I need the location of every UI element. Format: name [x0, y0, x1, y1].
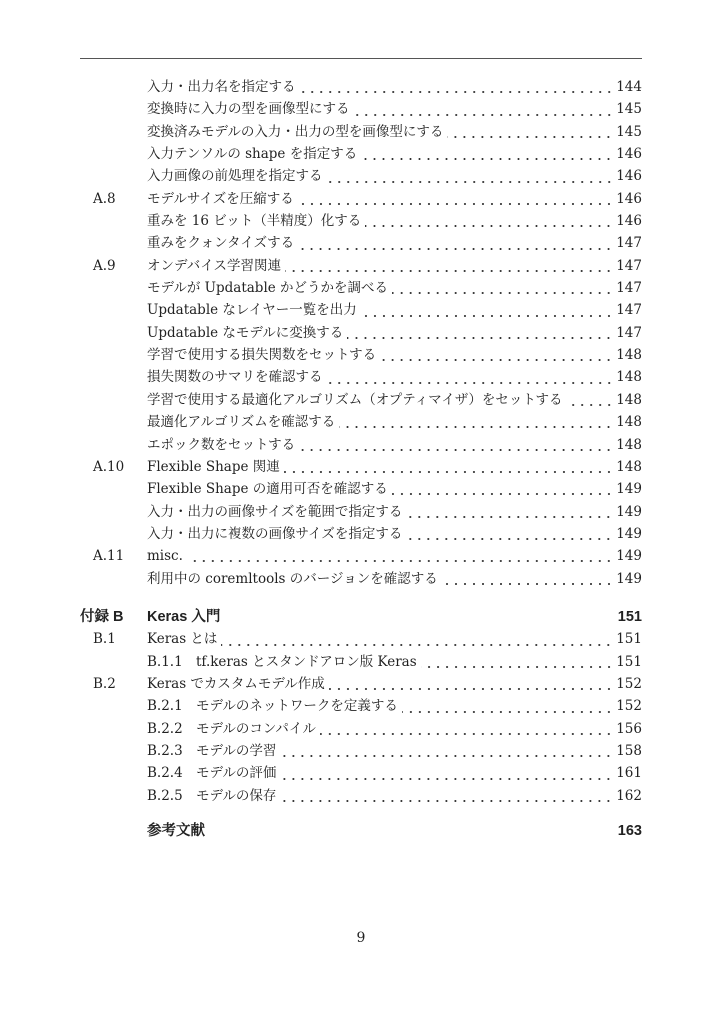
toc-entry-page: 152 [613, 695, 642, 717]
toc-entry[interactable] [80, 478, 642, 500]
toc-entry-title: モデルの学習 [196, 740, 280, 762]
toc-entry-page: 151 [613, 651, 642, 673]
toc-entry[interactable] [80, 545, 642, 567]
toc-entry-title: Keras でカスタムモデル作成 [147, 673, 329, 695]
toc-entry-page: 149 [613, 568, 642, 590]
toc-entry-title: 入力・出力の画像サイズを範囲で指定する [147, 501, 406, 523]
toc-entry-number: A.10 [93, 458, 125, 475]
toc-entry[interactable] [80, 628, 642, 650]
spacer [80, 807, 642, 820]
toc-entry-number: B.2.3 [147, 743, 183, 760]
toc-entry-page: 147 [613, 255, 642, 277]
dot-leader [354, 99, 614, 121]
toc-entry-page: 145 [613, 98, 642, 120]
toc-entry-page: 147 [613, 232, 642, 254]
toc-entry-number: B.2.2 [147, 720, 183, 737]
toc-entry[interactable] [80, 389, 642, 411]
toc-entry-page: 163 [615, 820, 642, 842]
toc-entry-page: 144 [613, 76, 642, 98]
toc-entry-page: 151 [613, 628, 642, 650]
toc-entry[interactable] [80, 255, 642, 277]
dot-leader [380, 344, 613, 366]
page-number: 9 [356, 930, 366, 946]
toc-entry[interactable] [80, 762, 642, 784]
toc-entry-page: 158 [613, 740, 642, 762]
toc-entry[interactable] [80, 740, 642, 762]
dot-leader [187, 545, 613, 567]
dot-leader [402, 696, 613, 718]
toc-entry-page: 161 [613, 762, 642, 784]
toc-entry-page: 148 [613, 411, 642, 433]
toc-entry-title: 入力テンソルの shape を指定する [147, 143, 361, 165]
toc-entry-title: misc. [147, 545, 187, 567]
dot-leader [442, 568, 614, 590]
dot-leader [361, 143, 613, 165]
toc-entry-title: 参考文献 [147, 820, 209, 842]
toc-block-appendix-b [80, 606, 642, 842]
toc-entry-title: モデルの保存 [196, 785, 280, 807]
toc-entry-page: 148 [613, 366, 642, 388]
header-rule [80, 58, 642, 59]
toc-entry-number: B.2.1 [147, 698, 183, 715]
toc-entry-title: 重みをクォンタイズする [147, 232, 298, 254]
toc-entry-number: 付録 B [80, 609, 124, 625]
toc-entry-title: 重みを 16 ビット（半精度）化する [147, 210, 365, 232]
toc-entry[interactable] [80, 718, 642, 740]
toc-entry-page: 149 [613, 478, 642, 500]
toc-entry[interactable] [80, 76, 642, 98]
toc-entry-page: 147 [613, 299, 642, 321]
toc-entry[interactable] [80, 695, 642, 717]
toc-entry-title: モデルサイズを圧縮する [147, 188, 298, 210]
toc-entry-title: Keras とは [147, 628, 221, 650]
toc-entry-number: A.11 [93, 548, 125, 565]
toc-entry[interactable] [80, 366, 642, 388]
toc-entry-title: オンデバイス学習関連 [147, 255, 285, 277]
toc-block-appendix-a [80, 76, 642, 590]
dot-leader [221, 629, 613, 651]
dot-leader [284, 456, 613, 478]
dot-leader [280, 740, 613, 762]
toc-entry-page: 145 [613, 121, 642, 143]
toc-entry[interactable] [80, 456, 642, 478]
dot-leader [320, 718, 613, 740]
dot-leader [392, 478, 613, 500]
toc-entry[interactable] [80, 434, 642, 456]
toc-entry[interactable] [80, 651, 642, 673]
toc-entry-title: Keras 入門 [147, 606, 224, 628]
toc-entry-title: Flexible Shape の適用可否を確認する [147, 478, 392, 500]
toc-entry-page: 149 [613, 523, 642, 545]
toc-entry-page: 148 [613, 389, 642, 411]
toc-entry[interactable] [80, 322, 642, 344]
dot-leader [280, 763, 613, 785]
toc-entry[interactable] [80, 411, 642, 433]
dot-leader [421, 651, 614, 673]
toc-entry-number: A.8 [93, 190, 116, 207]
toc-entry-title: モデルのコンパイル [196, 718, 320, 740]
dot-leader [224, 606, 614, 628]
toc-entry-page: 146 [613, 210, 642, 232]
toc-entry[interactable] [80, 232, 642, 254]
toc-entry-title: tf.keras とスタンドアロン版 Keras [196, 651, 421, 673]
toc-entry-number: B.2 [93, 676, 116, 693]
dot-leader [209, 820, 615, 842]
toc-entry-page: 147 [613, 322, 642, 344]
toc-entry-title: Updatable なモデルに変換する [147, 322, 347, 344]
toc-entry[interactable] [80, 673, 642, 695]
toc-entry-title: 学習で使用する最適化アルゴリズム（オプティマイザ）をセットする [147, 389, 567, 411]
toc-entry-page: 156 [613, 718, 642, 740]
toc-entry-page: 146 [613, 188, 642, 210]
toc-entry[interactable] [80, 523, 642, 545]
toc-entry-title: エポック数をセットする [147, 434, 299, 456]
dot-leader [447, 121, 613, 143]
toc-entry-page: 148 [613, 456, 642, 478]
dot-leader [361, 300, 613, 322]
toc-entry-number: B.2.4 [147, 765, 183, 782]
toc-chapter-entry[interactable] [80, 606, 642, 628]
toc-entry-page: 149 [613, 501, 642, 523]
dot-leader [327, 367, 614, 389]
dot-leader [299, 434, 613, 456]
toc-entry-page: 162 [613, 785, 642, 807]
dot-leader [285, 255, 613, 277]
dot-leader [392, 277, 613, 299]
dot-leader [298, 233, 613, 255]
dot-leader [298, 188, 613, 210]
dot-leader [339, 411, 613, 433]
toc-entry[interactable] [80, 277, 642, 299]
toc-entry[interactable] [80, 299, 642, 321]
toc-entry[interactable] [80, 785, 642, 807]
toc-entry-title: 最適化アルゴリズムを確認する [147, 411, 339, 433]
toc-entry-title: 利用中の coremltools のバージョンを確認する [147, 568, 442, 590]
toc-entry-page: 149 [613, 545, 642, 567]
toc-entry-title: 損失関数のサマリを確認する [147, 366, 327, 388]
toc-entry-number: B.1.1 [147, 653, 183, 670]
toc-entry-title: 入力・出力に複数の画像サイズを指定する [147, 523, 406, 545]
dot-leader [365, 210, 613, 232]
toc-entry-title: モデルの評価 [196, 762, 280, 784]
toc-entry-page: 148 [613, 434, 642, 456]
toc-entry[interactable] [80, 568, 642, 590]
toc-entry-number: A.9 [93, 257, 116, 274]
dot-leader [329, 673, 613, 695]
toc-entry-page: 146 [613, 165, 642, 187]
dot-leader [280, 785, 613, 807]
toc-entry-title: Flexible Shape 関連 [147, 456, 284, 478]
toc-entry-page: 146 [613, 143, 642, 165]
toc-entry-title: 入力・出力名を指定する [147, 76, 300, 98]
toc-entry-number: B.1 [93, 631, 116, 648]
toc-entry[interactable] [80, 121, 642, 143]
dot-leader [406, 501, 613, 523]
toc-entry[interactable] [80, 98, 642, 120]
toc-entry[interactable] [80, 188, 642, 210]
dot-leader [406, 523, 613, 545]
toc-chapter-entry[interactable] [80, 820, 642, 842]
toc-entry[interactable] [80, 143, 642, 165]
toc-entry-title: 入力画像の前処理を指定する [147, 165, 327, 187]
dot-leader [567, 389, 614, 411]
toc-entry[interactable] [80, 344, 642, 366]
toc-entry[interactable] [80, 210, 642, 232]
toc-entry-page: 148 [613, 344, 642, 366]
toc-entry-page: 152 [613, 673, 642, 695]
toc-entry-title: モデルのネットワークを定義する [196, 695, 402, 717]
dot-leader [327, 166, 614, 188]
toc-entry-title: モデルが Updatable かどうかを調べる [147, 277, 392, 299]
toc-entry-title: 変換済みモデルの入力・出力の型を画像型にする [147, 121, 447, 143]
toc-entry-title: Updatable なレイヤー一覧を出力 [147, 299, 361, 321]
toc-entry-number: B.2.5 [147, 787, 183, 804]
dot-leader [300, 76, 614, 98]
toc-entry-page: 151 [615, 606, 642, 628]
toc-entry-title: 学習で使用する損失関数をセットする [147, 344, 380, 366]
toc-entry[interactable] [80, 165, 642, 187]
toc-entry[interactable] [80, 501, 642, 523]
dot-leader [347, 322, 613, 344]
toc-entry-title: 変換時に入力の型を画像型にする [147, 98, 354, 120]
toc-entry-page: 147 [613, 277, 642, 299]
